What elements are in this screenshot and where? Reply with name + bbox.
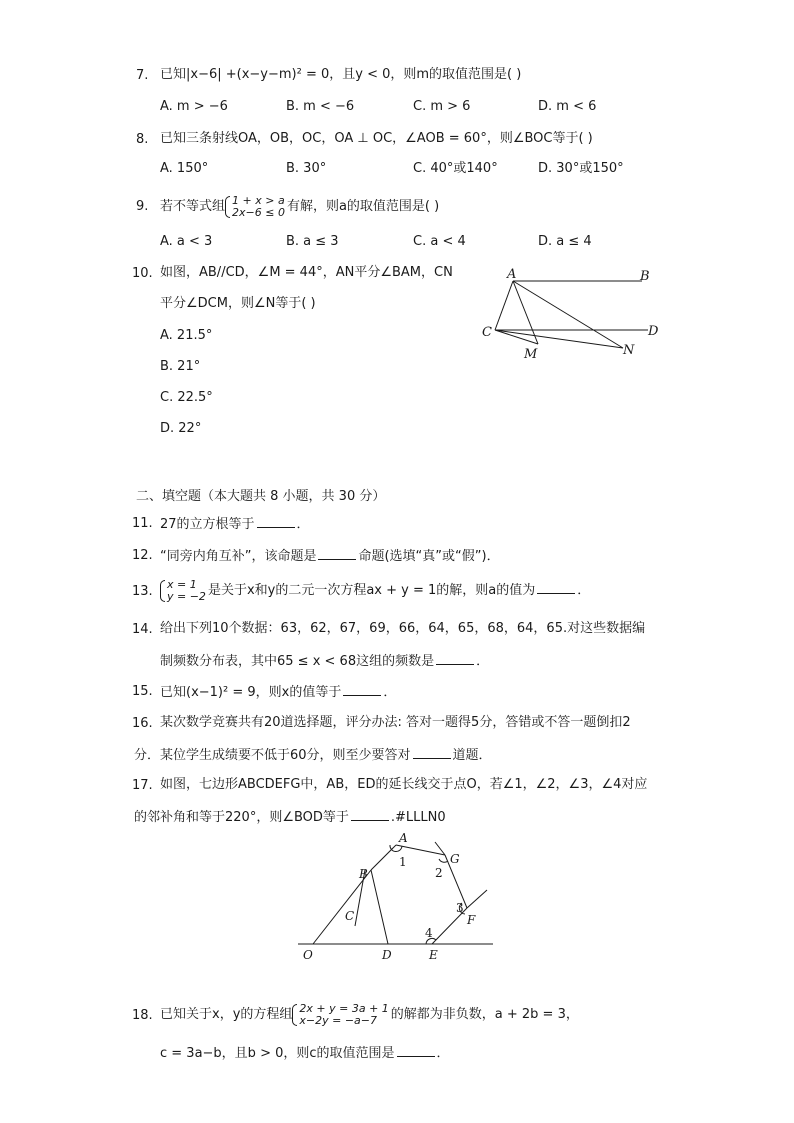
- label-o: O: [303, 948, 313, 962]
- q14-line2a: 制频数分布表，其中65 ≤ x < 68这组的频数是: [160, 654, 435, 669]
- label-e: E: [429, 948, 438, 962]
- line-an: [513, 281, 623, 348]
- question-18-line1: [160, 1000, 579, 1030]
- question-8-text: 已知三条射线OA，OB，OC，OA ⊥ OC，∠AOB = 60°，则∠BOC等于( ): [160, 131, 593, 146]
- q15-text1: 已知(x−1)² = 9，则x的值等于: [160, 685, 342, 700]
- angle-3-label: 3: [456, 901, 464, 915]
- label-g: G: [450, 852, 460, 866]
- q9-sys-line1: 1 + x > a: [232, 193, 285, 207]
- question-14-line1: 给出下列10个数据：63，62，67，69，66，64，65，68，64，65.对这些数据编: [160, 621, 646, 636]
- label-d: D: [648, 324, 659, 339]
- answer-blank: [343, 682, 381, 696]
- label-d: D: [382, 948, 392, 962]
- question-7-text: 已知|x−6| +(x−y−m)² = 0，且y < 0，则m的取值范围是( ): [160, 67, 522, 82]
- q11-text1: 27的立方根等于: [160, 517, 255, 532]
- q13-text1: 是关于x和y的二元一次方程ax + y = 1的解，则a的值为: [207, 583, 536, 598]
- question-10-number: 10.: [132, 266, 153, 281]
- question-10-line1: 如图，AB//CD，∠M = 44°，AN平分∠BAM，CN: [160, 265, 453, 280]
- q18-sys-line1: 2x + y = 3a + 1: [299, 1001, 389, 1015]
- question-12-text: [160, 546, 500, 566]
- question-12-number: 12.: [132, 548, 153, 563]
- line-ac: [495, 281, 513, 330]
- option-d: D. 22°: [160, 421, 202, 436]
- question-7-number: 7.: [136, 68, 149, 83]
- option-c: C. 22.5°: [160, 390, 213, 405]
- option-a: A. m > −6: [160, 99, 228, 114]
- option-b: B. 30°: [286, 161, 327, 176]
- q9-prefix: 若不等式组: [160, 199, 226, 214]
- question-13-text: [160, 576, 590, 606]
- q10-figure: [470, 262, 670, 367]
- line-f-ext: [467, 890, 487, 908]
- option-b: B. a ≤ 3: [286, 234, 339, 249]
- label-a: A: [399, 831, 408, 845]
- q18-sys-line2: x−2y = −a−7: [299, 1013, 378, 1027]
- q13-text2: ．: [577, 583, 591, 598]
- line-ba: [371, 845, 396, 870]
- q9-inequality-system: [225, 195, 285, 219]
- label-c: C: [345, 909, 355, 923]
- question-16-number: 16.: [132, 716, 153, 731]
- answer-blank: [257, 514, 295, 528]
- angle-4-label: 4: [425, 926, 433, 940]
- question-18-number: 18.: [132, 1008, 153, 1023]
- q18-line2a: c = 3a−b，且b > 0，则c的取值范围是: [160, 1046, 395, 1061]
- q17-line2a: 的邻补角和等于220°，则∠BOD等于: [134, 810, 349, 825]
- question-16-line1: 某次数学竞赛共有20道选择题，评分办法: 答对一题得5分，答错或不答一题倒扣2: [160, 715, 631, 730]
- option-b: B. 21°: [160, 359, 201, 374]
- question-9-text: [160, 192, 439, 222]
- line-cn: [495, 330, 623, 348]
- question-17-line1: 如图，七边形ABCDEFG中，AB，ED的延长线交于点O，若∠1，∠2，∠3，∠4对应: [160, 777, 648, 792]
- question-9-number: 9.: [136, 199, 149, 214]
- q15-text2: ．: [383, 685, 397, 700]
- answer-blank: [413, 745, 451, 759]
- q17-line2b: .#LLLN0: [390, 810, 446, 825]
- section-2-title: 二、填空题（本大题共 8 小题，共 30 分）: [136, 489, 386, 504]
- q12-text1: “同旁内角互补”，该命题是: [160, 549, 317, 564]
- angle-1-label: 1: [399, 855, 407, 869]
- question-14-line2: [160, 651, 489, 671]
- q18-suffix: 的解都为非负数，a + 2b = 3，: [390, 1007, 579, 1022]
- option-c: C. 40°或140°: [413, 161, 498, 176]
- option-d: D. a ≤ 4: [538, 234, 592, 249]
- answer-blank: [397, 1043, 435, 1057]
- q18-prefix: 已知关于x，y的方程组: [160, 1007, 293, 1022]
- option-a: A. 150°: [160, 161, 209, 176]
- angle-2-label: 2: [435, 866, 443, 880]
- question-16-line2: [134, 745, 492, 765]
- answer-blank: [436, 651, 474, 665]
- question-17-number: 17.: [132, 778, 153, 793]
- option-b: B. m < −6: [286, 99, 355, 114]
- q13-sys-line2: y = −2: [167, 589, 206, 603]
- label-b: B: [359, 867, 368, 881]
- line-bd: [371, 870, 388, 944]
- option-d: D. m < 6: [538, 99, 597, 114]
- question-11-number: 11.: [132, 516, 153, 531]
- question-13-number: 13.: [132, 584, 153, 599]
- question-11-text: [160, 514, 310, 534]
- label-c: C: [482, 325, 492, 340]
- option-a: A. 21.5°: [160, 328, 213, 343]
- label-f: F: [467, 913, 476, 927]
- q9-suffix: 有解，则a的取值范围是( ): [286, 199, 440, 214]
- question-17-line2: [134, 807, 446, 827]
- option-d: D. 30°或150°: [538, 161, 624, 176]
- q16-line2b: 道题．: [452, 748, 492, 763]
- q9-sys-line2: 2x−6 ≤ 0: [232, 205, 285, 219]
- label-a: A: [507, 267, 517, 282]
- label-n: N: [623, 343, 635, 358]
- q14-line2b: ．: [476, 654, 490, 669]
- question-15-text: [160, 682, 396, 702]
- q13-sys-line1: x = 1: [167, 577, 197, 591]
- q12-text2: 命题(选填“真”或“假”)．: [358, 549, 500, 564]
- question-10-line2: 平分∠DCM，则∠N等于( ): [160, 296, 316, 311]
- question-14-number: 14.: [132, 622, 153, 637]
- question-15-number: 15.: [132, 684, 153, 699]
- label-m: M: [524, 347, 538, 362]
- question-18-line2: [160, 1043, 450, 1063]
- line-cm: [495, 330, 538, 344]
- q18-equation-system: [292, 1003, 388, 1027]
- option-a: A. a < 3: [160, 234, 213, 249]
- label-b: B: [640, 269, 650, 284]
- answer-blank: [318, 546, 356, 560]
- q13-equation-system: [160, 579, 206, 603]
- q11-text2: ．: [296, 517, 310, 532]
- line-ob: [313, 870, 371, 944]
- option-c: C. m > 6: [413, 99, 471, 114]
- question-8-number: 8.: [136, 132, 149, 147]
- q17-figure: [295, 828, 505, 963]
- q18-line2b: ．: [436, 1046, 450, 1061]
- q16-line2a: 分．某位学生成绩要不低于60分，则至少要答对: [134, 748, 411, 763]
- answer-blank: [537, 580, 575, 594]
- line-ag: [396, 845, 445, 855]
- answer-blank: [351, 807, 389, 821]
- option-c: C. a < 4: [413, 234, 466, 249]
